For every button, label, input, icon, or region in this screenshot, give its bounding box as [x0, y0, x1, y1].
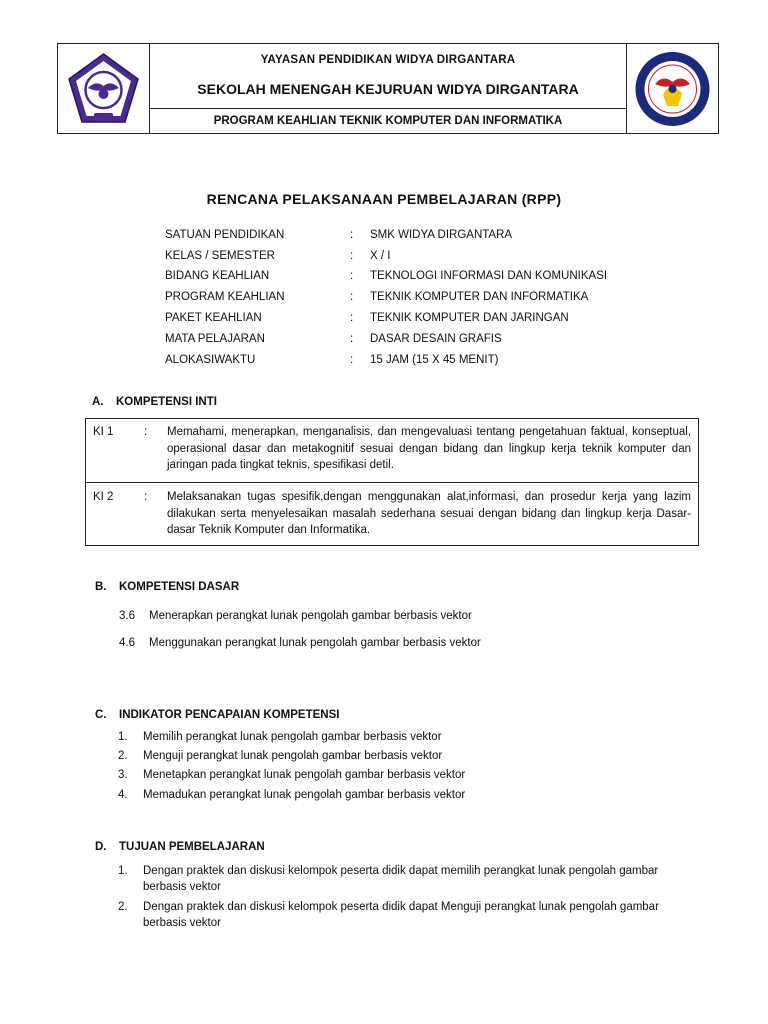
meta-separator: :	[350, 354, 354, 366]
item-number: 1.	[118, 731, 128, 743]
item-text: Dengan praktek dan diskusi kelompok peserta didik dapat Menguji perangkat lunak pengolah gambar berbasis vektor	[143, 901, 659, 929]
ki-text: Melaksanakan tugas spesifik,dengan menggunakan alat,informasi, dan prosedur kerja yang lazim dilakukan serta menyelesaikan masalah sederhana sesuai dengan bidang dan lingkup kerja Dasar-dasar Teknik Komputer dan Informatika.	[167, 491, 691, 536]
section-c-heading	[95, 709, 339, 721]
item-number: 4.6	[119, 637, 135, 649]
program-name: PROGRAM KEAHLIAN TEKNIK KOMPUTER DAN INFORMATIKA	[149, 108, 627, 134]
school-logo-round-icon	[627, 44, 718, 133]
letterhead	[57, 43, 719, 134]
section-number: B.	[95, 581, 107, 593]
ki-separator: :	[144, 426, 148, 438]
section-title: KOMPETENSI INTI	[116, 396, 217, 408]
meta-separator: :	[350, 250, 354, 262]
item-text: Memilih perangkat lunak pengolah gambar berbasis vektor	[143, 731, 442, 743]
letterhead-text	[149, 44, 627, 133]
meta-value: TEKNOLOGI INFORMASI DAN KOMUNIKASI	[370, 270, 608, 282]
meta-value: TEKNIK KOMPUTER DAN JARINGAN	[370, 312, 569, 324]
section-title: INDIKATOR PENCAPAIAN KOMPETENSI	[119, 709, 340, 721]
section-b-heading	[95, 581, 239, 593]
meta-value: DASAR DESAIN GRAFIS	[370, 333, 502, 345]
section-number: C.	[95, 709, 107, 721]
section-number: D.	[95, 841, 107, 853]
item-text: Menguji perangkat lunak pengolah gambar berbasis vektor	[143, 750, 443, 762]
item-number: 4.	[118, 789, 128, 801]
section-title: KOMPETENSI DASAR	[119, 581, 240, 593]
item-text: Memadukan perangkat lunak pengolah gambar berbasis vektor	[143, 789, 466, 801]
meta-label: SATUAN PENDIDIKAN	[165, 229, 285, 241]
section-title: TUJUAN PEMBELAJARAN	[119, 841, 265, 853]
item-number: 3.6	[119, 610, 135, 622]
meta-label: ALOKASIWAKTU	[165, 354, 256, 366]
ki-label: KI 2	[93, 491, 114, 503]
meta-label: PAKET KEAHLIAN	[165, 312, 262, 324]
ki-label: KI 1	[93, 426, 114, 438]
item-number: 3.	[118, 769, 128, 781]
item-number: 2.	[118, 901, 128, 913]
meta-value: TEKNIK KOMPUTER DAN INFORMATIKA	[370, 291, 589, 303]
item-text: Menerapkan perangkat lunak pengolah gambar berbasis vektor	[149, 610, 472, 622]
ki-separator: :	[144, 491, 148, 503]
meta-separator: :	[350, 333, 354, 345]
school-logo-pentagon-icon	[58, 44, 149, 133]
meta-label: KELAS / SEMESTER	[165, 250, 275, 262]
meta-value: SMK WIDYA DIRGANTARA	[370, 229, 513, 241]
meta-value: X / I	[370, 250, 391, 262]
item-text: Menetapkan perangkat lunak pengolah gambar berbasis vektor	[143, 769, 466, 781]
letterhead-right-cell	[626, 44, 718, 133]
meta-separator: :	[350, 270, 354, 282]
meta-separator: :	[350, 229, 354, 241]
meta-label: PROGRAM KEAHLIAN	[165, 291, 285, 303]
item-text: Menggunakan perangkat lunak pengolah gambar berbasis vektor	[149, 637, 481, 649]
item-text: Dengan praktek dan diskusi kelompok peserta didik dapat memilih perangkat lunak pengolah gambar berbasis vektor	[143, 865, 659, 893]
meta-label: MATA PELAJARAN	[165, 333, 265, 345]
foundation-name: YAYASAN PENDIDIKAN WIDYA DIRGANTARA	[260, 54, 516, 66]
school-name: SEKOLAH MENENGAH KEJURUAN WIDYA DIRGANTARA	[197, 81, 579, 97]
meta-separator: :	[350, 291, 354, 303]
meta-label: BIDANG KEAHLIAN	[165, 270, 270, 282]
item-number: 2.	[118, 750, 128, 762]
ki-text: Memahami, menerapkan, menganalisis, dan mengevaluasi tentang pengetahuan faktual, konseptual, operasional dasar dan metakognitif sesuai dengan bidang dan lingkup kerja teknik komputer dan jaringan pada tingkat teknis, spesifikasi detil.	[167, 426, 691, 471]
ki-row	[86, 489, 698, 544]
ki-divider	[86, 482, 698, 483]
item-number: 1.	[118, 865, 128, 877]
kompetensi-inti-box	[85, 418, 699, 546]
meta-separator: :	[350, 312, 354, 324]
ki-row	[86, 424, 698, 479]
section-d-heading	[95, 841, 265, 853]
letterhead-left-cell	[58, 44, 150, 133]
section-a-heading	[92, 396, 217, 408]
meta-value: 15 JAM (15 X 45 MENIT)	[370, 354, 499, 366]
document-title: RENCANA PELAKSANAAN PEMBELAJARAN (RPP)	[206, 191, 562, 207]
section-number: A.	[92, 396, 104, 408]
